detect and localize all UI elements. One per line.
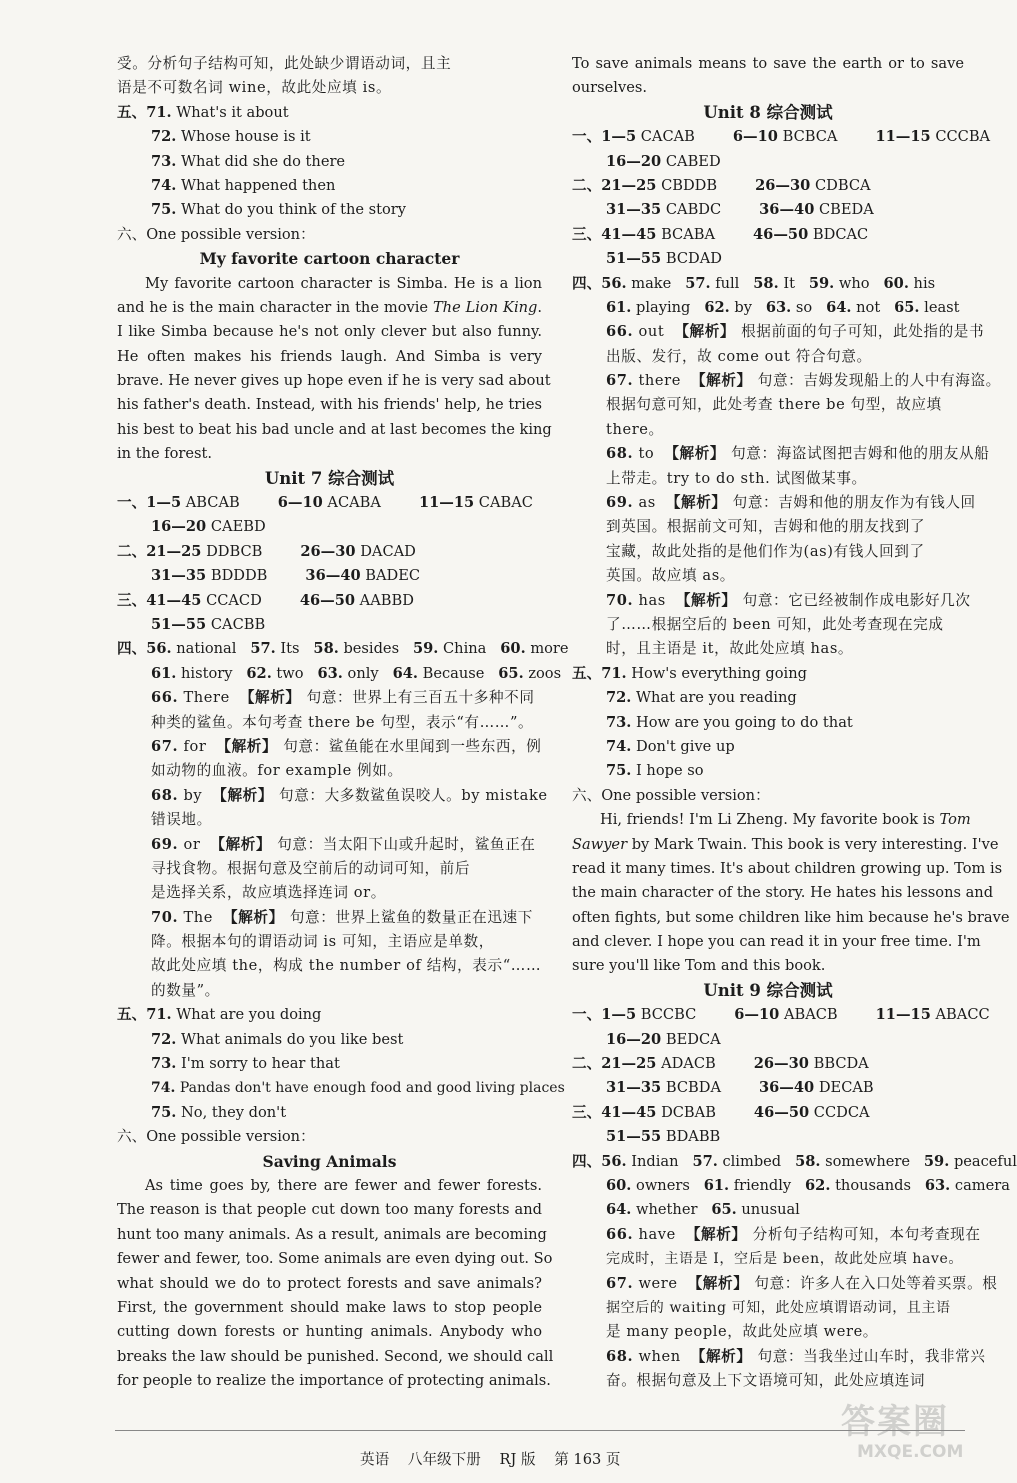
explanation-line: 67. were 【解析】 句意：许多人在入口处等着买票。根 (606, 1274, 998, 1292)
answer-line: 61. playing 62. by 63. so 64. not 65. least (606, 298, 960, 316)
explanation-line: 如动物的血液。for example 例如。 (151, 762, 403, 780)
section-5-line: 五、71. What are you doing (117, 1006, 322, 1024)
answer-line: 73. How are you going to do that (606, 713, 853, 731)
answer-line: 三、41—45 CCACD 46—50 AABBD (117, 591, 414, 609)
essay-line: My favorite cartoon character is Simba. He is a lion (145, 274, 542, 292)
answer-line: 31—35 BCBDA 36—40 DECAB (606, 1079, 874, 1097)
answer-line: 73. What did she do there (151, 152, 346, 170)
answer-line: 51—55 BDABB (606, 1128, 721, 1146)
page-footer (360, 1450, 700, 1470)
answer-line: 16—20 BEDCA (606, 1030, 721, 1048)
explanation-line: 到英国。根据前文可知，吉姆和他的朋友找到了 (606, 518, 926, 536)
answer-line: 31—35 CABDC 36—40 CBEDA (606, 201, 874, 219)
unit-9-heading: Unit 9 综合测试 (703, 980, 833, 1000)
answer-line: 75. What do you think of the story (151, 201, 407, 219)
right-column (572, 52, 1017, 1393)
essay-line: First, the government should make laws to stop people (117, 1298, 542, 1316)
essay-line: fewer and fewer, too. Some animals are even dying out. So (117, 1250, 553, 1268)
explanation-line: 的数量”。 (151, 981, 220, 999)
essay-line: read it many times. It's about children growing up. Tom is (572, 859, 1003, 877)
essay-line: The reason is that people cut down too many forests and (117, 1201, 542, 1219)
answer-line: 73. I'm sorry to hear that (151, 1055, 340, 1073)
explanation-line: 时，且主语是 it，故此处应填 has。 (606, 640, 854, 658)
text-line: 语是不可数名词 wine，故此处应填 is。 (117, 79, 392, 97)
essay-line: I like Simba because he's not only clever but also funny. (117, 323, 542, 341)
essay-line: He often makes his friends laugh. And Simba is very (117, 347, 542, 365)
answer-line: 31—35 BDDDB 36—40 BADEC (151, 567, 421, 585)
answer-line: 51—55 BCDAD (606, 250, 722, 268)
answer-line: 二、21—25 ADACB 26—30 BBCDA (572, 1055, 869, 1073)
unit-8-heading: Unit 8 综合测试 (703, 102, 833, 122)
answer-line: 74. What happened then (151, 176, 336, 194)
explanation-line: 奋。根据句意及上下文语境可知，此处应填连词 (606, 1372, 926, 1390)
explanation-line: 66. have 【解析】 分析句子结构可知，本句考查现在 (606, 1225, 981, 1243)
explanation-line: 66. out 【解析】 根据前面的句子可知，此处指的是书 (606, 323, 985, 341)
answer-line: 一、1—5 CACAB 6—10 BCBCA 11—15 CCCBA (572, 128, 991, 146)
footer-grade: 八年级下册 (407, 1451, 481, 1468)
explanation-line: 68. to 【解析】 句意：海盗试图把吉姆和他的朋友从船 (606, 445, 990, 463)
essay-title: My favorite cartoon character (199, 249, 460, 269)
answer-line: 16—20 CAEBD (151, 518, 266, 536)
explanation-line: 66. There 【解析】 句意：世界上有三百五十多种不同 (151, 689, 535, 707)
explanation-line: 种类的鲨鱼。本句考查 there be 句型，表示“有……”。 (151, 713, 534, 731)
explanation-line: 69. as 【解析】 句意：吉姆和他的朋友作为有钱人回 (606, 494, 976, 512)
answer-line: 72. What are you reading (606, 689, 797, 707)
answer-line: 二、21—25 CBDDB 26—30 CDBCA (572, 176, 871, 194)
answer-line: 二、21—25 DDBCB 26—30 DACAD (117, 542, 416, 560)
essay-line: As time goes by, there are fewer and fewer forests. (145, 1176, 542, 1194)
text-line: 受。分析句子结构可知，此处缺少谓语动词，且主 (117, 55, 452, 72)
essay-line: brave. He never gives up hope even if he is very sad about (117, 372, 551, 390)
explanation-line: 降。根据本句的谓语动词 is 可知，主语应是单数， (151, 933, 494, 951)
essay-title: Saving Animals (262, 1151, 397, 1171)
explanation-line: 根据句意可知，此处考查 there be 句型，故应填 (606, 396, 942, 414)
explanation-line: 寻找食物。根据句意及空前后的动词可知，前后 (151, 859, 471, 877)
essay-line: what should we do to protect forests and save animals? (117, 1274, 542, 1292)
explanation-line: 是 many people，故此处应填 were。 (606, 1323, 879, 1341)
explanation-line: 英国。故应填 as。 (606, 567, 735, 585)
answer-line: 三、41—45 DCBAB 46—50 CCDCA (572, 1103, 870, 1121)
explanation-line: 出版、发行，故 come out 符合句意。 (606, 347, 872, 365)
answer-line: 60. owners 61. friendly 62. thousands 63. camera (606, 1176, 1010, 1194)
explanation-line: 69. or 【解析】 句意：当太阳下山或升起时，鲨鱼正在 (151, 835, 536, 853)
explanation-line: 据空后的 waiting 可知，此处应填谓语动词，且主语 (606, 1299, 951, 1316)
essay-line: Hi, friends! I'm Li Zheng. My favorite book is Tom (600, 811, 971, 829)
essay-line: sure you'll like Tom and this book. (572, 957, 826, 975)
watermark-logo (835, 1390, 985, 1470)
section-5-line: 五、71. How's everything going (572, 664, 807, 682)
explanation-line: 是选择关系，故应填选择连词 or。 (151, 884, 386, 902)
explanation-line: 70. has 【解析】 句意：它已经被制作成电影好几次 (606, 591, 971, 609)
answer-line: 61. history 62. two 63. only 64. Because 65. zoos (151, 664, 562, 682)
essay-line: and he is the main character in the movie The Lion King. (117, 298, 543, 316)
answer-line: 四、56. national 57. Its 58. besides 59. China 60. more (117, 640, 569, 658)
essay-line: ourselves. (572, 79, 647, 97)
answer-line: 64. whether 65. unusual (606, 1201, 800, 1219)
section-6-line: 六、One possible version： (117, 1128, 315, 1146)
answer-line: 一、1—5 ABCAB 6—10 ACABA 11—15 CABAC (117, 494, 533, 512)
essay-line: in the forest. (117, 445, 213, 463)
explanation-line: 了……根据空后的 been 可知，此处考查现在完成 (606, 615, 944, 633)
essay-line: the main character of the story. He hates his lessons and (572, 884, 994, 902)
essay-line: his best to beat his bad uncle and at last becomes the king (117, 420, 552, 438)
footer-page-number: 第 163 页 (554, 1451, 621, 1468)
explanation-line: 68. when 【解析】 句意：当我坐过山车时，我非常兴 (606, 1347, 986, 1365)
answer-line: 75. No, they don't (151, 1103, 287, 1121)
essay-line: breaks the law should be punished. Second, we should call (117, 1347, 554, 1365)
explanation-line: 完成时，主语是 I，空后是 been，故此处应填 have。 (606, 1251, 963, 1268)
unit-7-heading: Unit 7 综合测试 (264, 468, 395, 488)
answer-line: 四、56. Indian 57. climbed 58. somewhere 59. peaceful (572, 1152, 1017, 1170)
answer-line: 四、56. make 57. full 58. It 59. who 60. his (572, 274, 936, 292)
answer-line: 一、1—5 BCCBC 6—10 ABACB 11—15 ABACC (572, 1006, 990, 1024)
answer-line: 74. Don't give up (606, 737, 735, 755)
section-5-line: 五、71. What's it about (117, 103, 289, 121)
essay-line: his father's death. Instead, with his friends' help, he tries (117, 396, 542, 414)
essay-line: and clever. I hope you can read it in your free time. I'm (572, 933, 981, 951)
explanation-line: 宝藏，故此处指的是他们作为(as)有钱人回到了 (606, 542, 925, 560)
answer-line: 三、41—45 BCABA 46—50 BDCAC (572, 225, 869, 243)
answer-line: 74. Pandas don't have enough food and good living places (151, 1080, 565, 1097)
left-column (117, 52, 569, 1393)
footer-edition: RJ 版 (499, 1451, 536, 1468)
answer-line: 75. I hope so (606, 762, 704, 780)
explanation-line: 错误地。 (151, 811, 212, 829)
essay-line: hunt too many animals. As a result, animals are becoming (117, 1225, 547, 1243)
watermark-text: 答案圈 (841, 1402, 949, 1442)
explanation-line: there。 (606, 420, 664, 438)
essay-line: Sawyer by Mark Twain. This book is very interesting. I've (572, 835, 999, 853)
answer-line: 16—20 CABED (606, 152, 721, 170)
section-6-line: 六、One possible version： (572, 786, 770, 804)
explanation-line: 67. there 【解析】 句意：吉姆发现船上的人中有海盗。 (606, 372, 1001, 390)
essay-line: cutting down forests or hunting animals. Anybody who (117, 1323, 542, 1341)
essay-line: To save animals means to save the earth or to save (572, 55, 964, 72)
essay-line: often fights, but some children like him because he's brave (572, 908, 1010, 926)
explanation-line: 67. for 【解析】 句意：鲨鱼能在水里闻到一些东西，例 (151, 737, 542, 755)
section-6-line: 六、One possible version： (117, 225, 315, 243)
answer-line: 72. What animals do you like best (151, 1030, 404, 1048)
explanation-line: 上带走。try to do sth. 试图做某事。 (606, 469, 867, 487)
explanation-line: 68. by 【解析】 句意：大多数鲨鱼误咬人。by mistake (151, 786, 548, 804)
watermark-url: MXQE.COM (857, 1442, 964, 1462)
footer-subject: 英语 (360, 1451, 390, 1468)
answer-line: 51—55 CACBB (151, 615, 266, 633)
answer-line: 72. Whose house is it (151, 128, 311, 146)
explanation-line: 70. The 【解析】 句意：世界上鲨鱼的数量正在迅速下 (151, 908, 533, 926)
essay-line: for people to realize the importance of protecting animals. (117, 1372, 551, 1390)
explanation-line: 故此处应填 the，构成 the number of 结构，表示“…… (151, 957, 542, 975)
